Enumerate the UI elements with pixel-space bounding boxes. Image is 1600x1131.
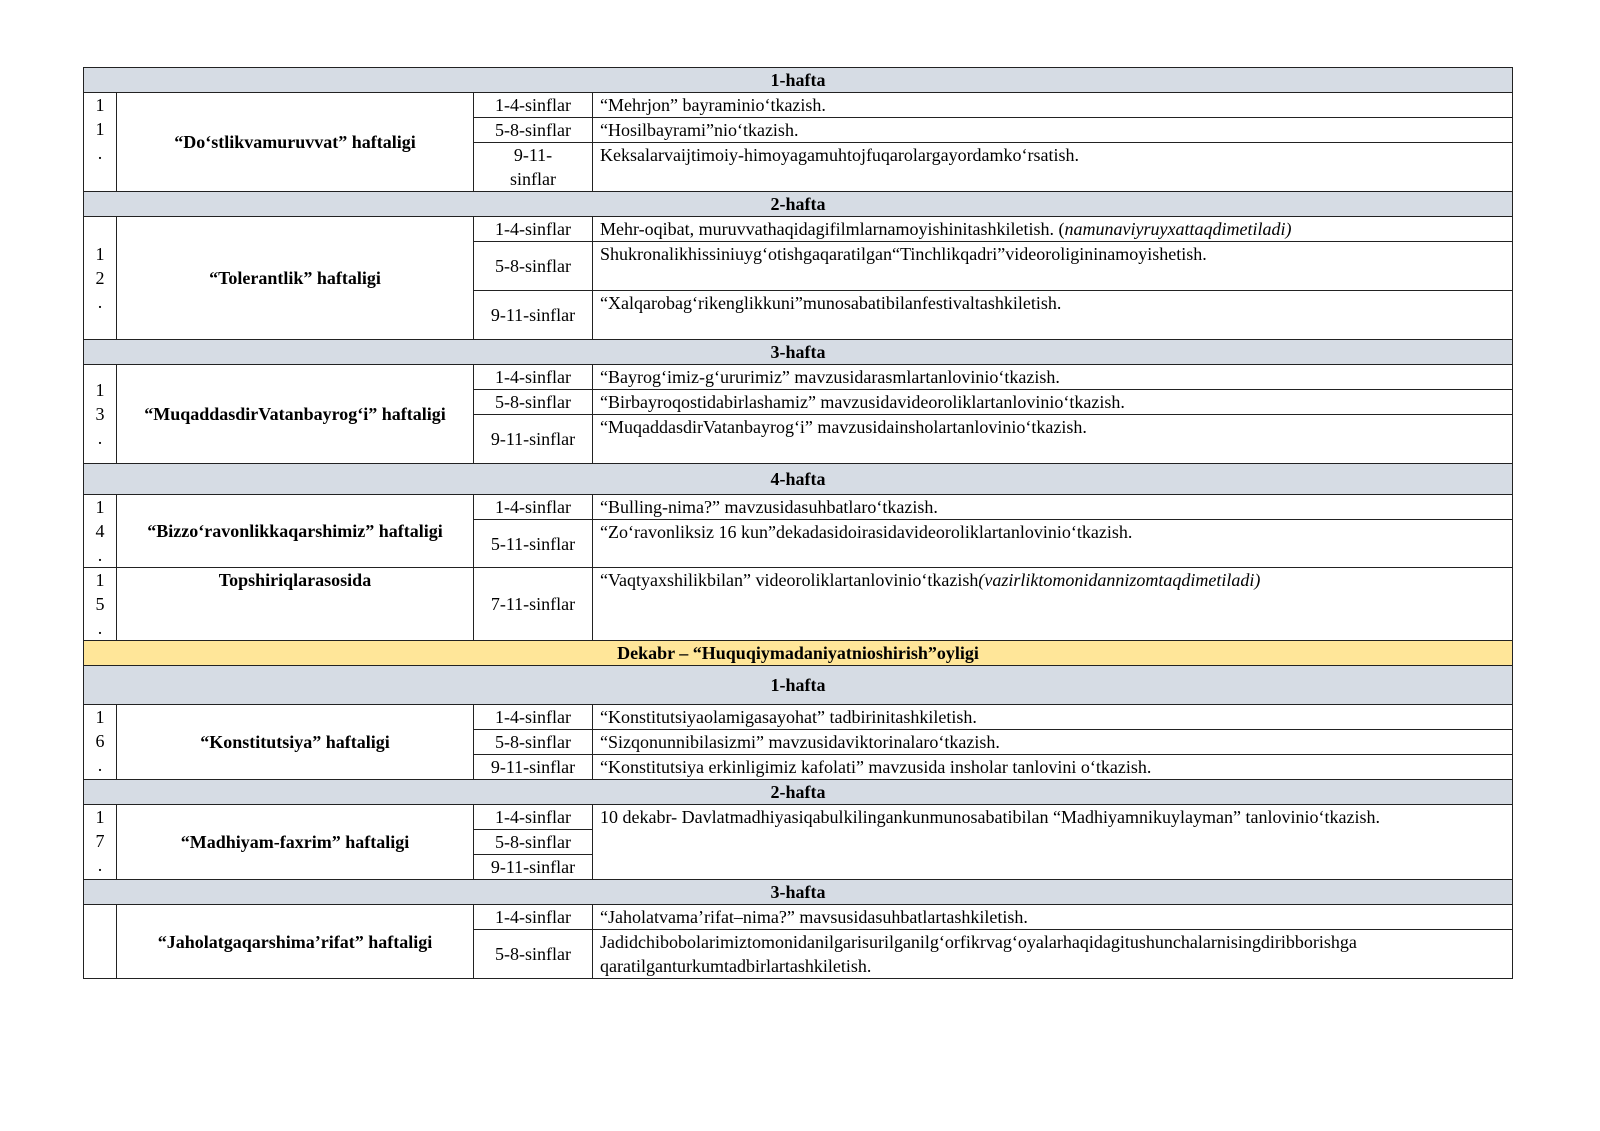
week-header-row (84, 880, 1513, 905)
grade-cell: 9-11-sinflar (474, 143, 593, 192)
activity-cell: “Bulling-nima?” mavzusidasuhbatlaro‘tkazish. (593, 495, 1513, 520)
activity-cell: Jadidchibobolarimiztomonidanilgarisurilganilg‘orfikrvag‘oyalarhaqidagitushunchalarnisingdiribborishga qaratilganturkumtadbirlartashkiletish. (593, 930, 1513, 979)
grade-cell: 9-11-sinflar (474, 855, 593, 880)
activity-cell: “MuqaddasdirVatanbayrog‘i” mavzusidainsholartanlovinio‘tkazish. (593, 415, 1513, 464)
grade-cell: 5-8-sinflar (474, 730, 593, 755)
activity-cell: Keksalarvaijtimoiy-himoyagamuhtojfuqarolargayordamko‘rsatish. (593, 143, 1513, 192)
activity-cell: “Zo‘ravonliksiz 16 kun”dekadasidoirasidavideoroliklartanlovinio‘tkazish. (593, 520, 1513, 568)
grade-cell: 1-4-sinflar (474, 905, 593, 930)
grade-cell: 5-8-sinflar (474, 830, 593, 855)
week-header-row (84, 68, 1513, 93)
grade-cell: 1-4-sinflar (474, 365, 593, 390)
item-number: 1 7 . (84, 805, 117, 880)
grade-cell: 1-4-sinflar (474, 805, 593, 830)
week-header-row (84, 780, 1513, 805)
grade-cell: 1-4-sinflar (474, 495, 593, 520)
week-label: 3-hafta (84, 340, 1513, 365)
grade-cell: 5-8-sinflar (474, 390, 593, 415)
activity-cell: “Sizqonunnibilasizmi” mavzusidaviktorinalaro‘tkazish. (593, 730, 1513, 755)
table-row (84, 217, 1513, 242)
item-number: 1 3 . (84, 365, 117, 464)
table-row (84, 365, 1513, 390)
table-row (84, 905, 1513, 930)
event-title: “Bizzo‘ravonlikkaqarshimiz” haftaligi (117, 495, 474, 568)
activity-cell: Shukronalikhissiniuyg‘otishgaqaratilgan“Tinchlikqadri”videoroligininamoyishetish. (593, 242, 1513, 291)
item-number: 1 4 . (84, 495, 117, 568)
table-row (84, 93, 1513, 118)
week-label: 3-hafta (84, 880, 1513, 905)
grade-cell: 9-11-sinflar (474, 291, 593, 340)
grade-cell: 5-8-sinflar (474, 930, 593, 979)
grade-cell: 5-8-sinflar (474, 118, 593, 143)
week-label: 2-hafta (84, 192, 1513, 217)
event-title: “Tolerantlik” haftaligi (117, 217, 474, 340)
event-title: “Do‘stlikvamuruvvat” haftaligi (117, 93, 474, 192)
event-title: Topshiriqlarasosida (117, 568, 474, 641)
table-row (84, 568, 1513, 641)
week-header-row (84, 666, 1513, 705)
document-page (83, 67, 1512, 979)
item-number: 1 5 . (84, 568, 117, 641)
grade-cell: 5-11-sinflar (474, 520, 593, 568)
activity-cell: “Birbayroqostidabirlashamiz” mavzusidavideoroliklartanlovinio‘tkazish. (593, 390, 1513, 415)
table-row (84, 705, 1513, 730)
activity-cell: “Bayrog‘imiz-g‘ururimiz” mavzusidarasmlartanlovinio‘tkazish. (593, 365, 1513, 390)
activity-cell: “Hosilbayrami”nio‘tkazish. (593, 118, 1513, 143)
activity-cell: “Konstitutsiya erkinligimiz kafolati” mavzusida insholar tanlovini o‘tkazish. (593, 755, 1513, 780)
week-label: 4-hafta (84, 464, 1513, 495)
activity-cell: “Mehrjon” bayraminio‘tkazish. (593, 93, 1513, 118)
activity-cell: 10 dekabr- Davlatmadhiyasiqabulkilingankunmunosabatibilan “Madhiyamnikuylayman” tanlovinio‘tkazish. (593, 805, 1513, 880)
grade-cell: 9-11-sinflar (474, 415, 593, 464)
item-number (84, 905, 117, 979)
grade-cell: 7-11-sinflar (474, 568, 593, 641)
grade-cell: 5-8-sinflar (474, 242, 593, 291)
week-header-row (84, 340, 1513, 365)
activity-cell: Mehr-oqibat, muruvvathaqidagifilmlarnamoyishinitashkiletish. (namunaviyruyxattaqdimetiladi) (593, 217, 1513, 242)
table-row (84, 805, 1513, 830)
grade-cell: 1-4-sinflar (474, 705, 593, 730)
event-title: “Konstitutsiya” haftaligi (117, 705, 474, 780)
activity-cell: “Jaholatvama’rifat–nima?” mavsusidasuhbatlartashkiletish. (593, 905, 1513, 930)
grade-cell: 9-11-sinflar (474, 755, 593, 780)
event-title: “MuqaddasdirVatanbayrog‘i” haftaligi (117, 365, 474, 464)
month-label: Dekabr – “Huquqiymadaniyatnioshirish”oyligi (84, 641, 1513, 666)
week-label: 1-hafta (84, 68, 1513, 93)
activity-cell: “Xalqarobag‘rikenglikkuni”munosabatibilanfestivaltashkiletish. (593, 291, 1513, 340)
item-number: 1 2 . (84, 217, 117, 340)
activity-cell: “Vaqtyaxshilikbilan” videoroliklartanlovinio‘tkazish(vazirliktomonidannizomtaqdimetiladi) (593, 568, 1513, 641)
item-number: 1 1 . (84, 93, 117, 192)
item-number: 1 6 . (84, 705, 117, 780)
activity-plan-table (83, 67, 1513, 979)
grade-cell: 1-4-sinflar (474, 217, 593, 242)
activity-cell: “Konstitutsiyaolamigasayohat” tadbirinitashkiletish. (593, 705, 1513, 730)
week-header-row (84, 192, 1513, 217)
event-title: “Madhiyam-faxrim” haftaligi (117, 805, 474, 880)
week-header-row (84, 464, 1513, 495)
week-label: 2-hafta (84, 780, 1513, 805)
event-title: “Jaholatgaqarshima’rifat” haftaligi (117, 905, 474, 979)
week-label: 1-hafta (84, 666, 1513, 705)
table-row (84, 495, 1513, 520)
grade-cell: 1-4-sinflar (474, 93, 593, 118)
month-header-row (84, 641, 1513, 666)
